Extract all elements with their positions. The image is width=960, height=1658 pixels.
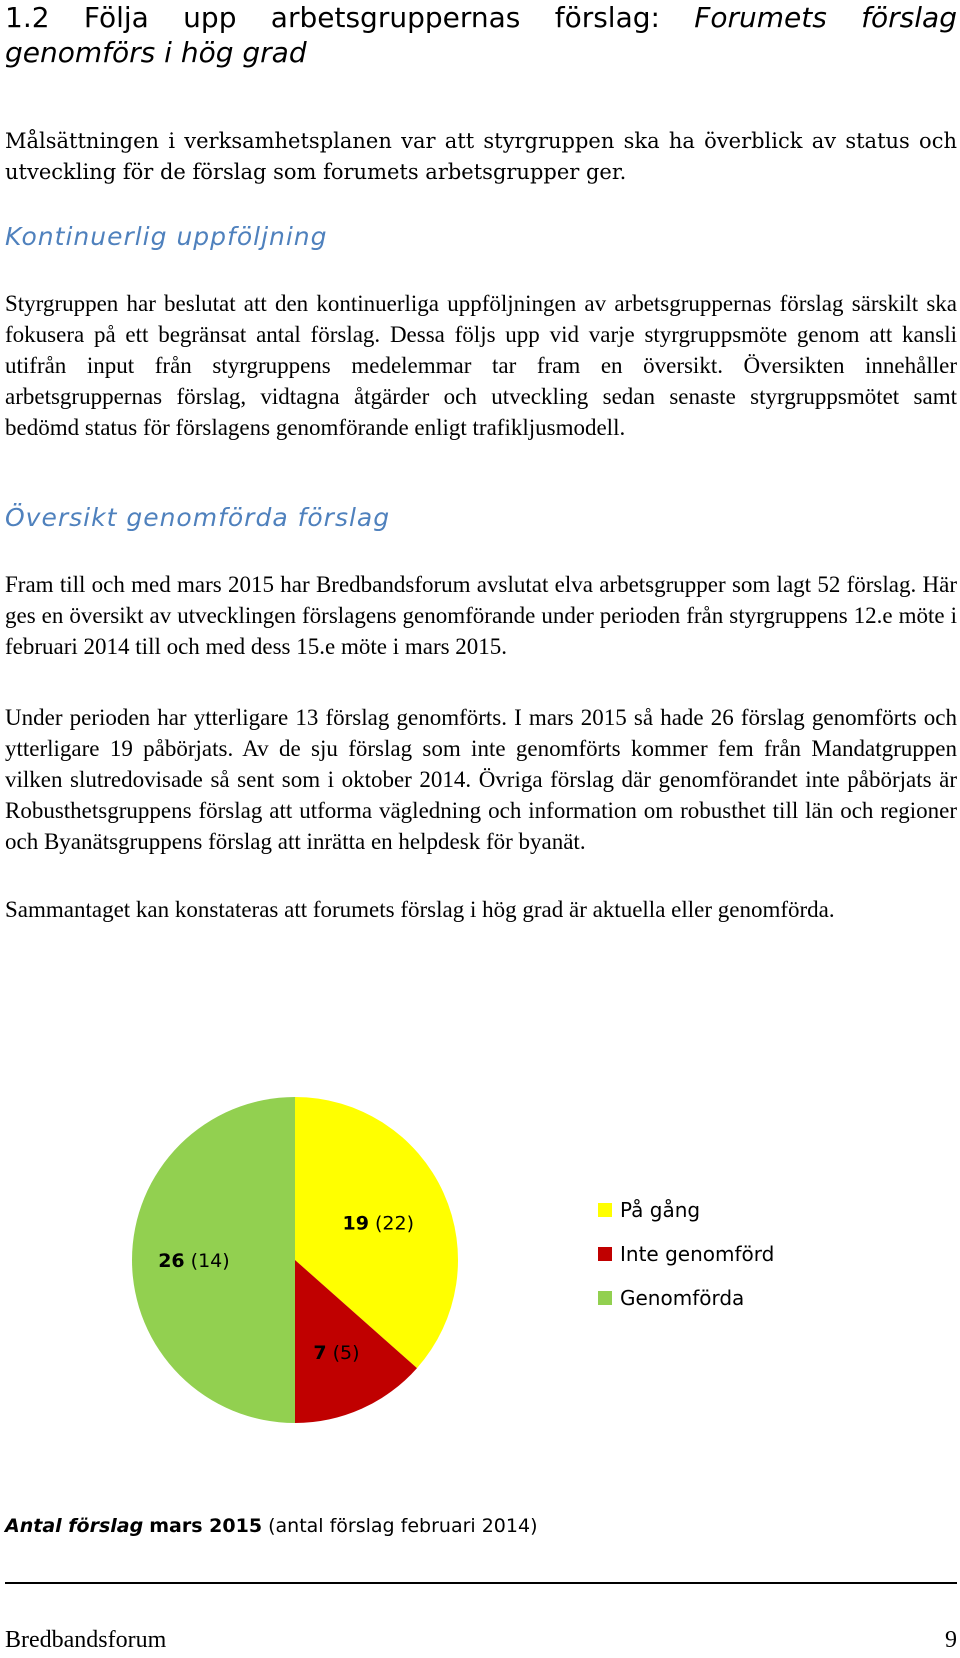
pie-chart — [5, 1080, 957, 1440]
legend-label: På gång — [620, 1198, 701, 1222]
pie-slice-label: 19 (22) — [342, 1212, 414, 1235]
intro-paragraph: Målsättningen i verksamhetsplanen var att styrgruppen ska ha överblick av status och utveckling för de förslag som forumets arbetsgrupper ger. — [5, 129, 957, 184]
legend-item — [598, 1188, 774, 1232]
heading-text: Följa upp arbetsgruppernas förslag: — [83, 1, 660, 34]
footer-rule — [5, 1582, 957, 1584]
legend-swatch — [598, 1203, 612, 1217]
paragraph-oversikt-3: Sammantaget kan konstateras att forumets förslag i hög grad är aktuella eller genomförda. — [5, 897, 835, 922]
subheading-kontinuerlig: Kontinuerlig uppföljning — [5, 222, 328, 251]
caption-bold: mars 2015 — [149, 1515, 263, 1537]
footer-page-number: 9 — [945, 1627, 957, 1653]
legend-item — [598, 1232, 774, 1276]
pie-slice-label: 7 (5) — [313, 1342, 360, 1365]
footer-organization: Bredbandsforum — [5, 1627, 167, 1653]
legend-label: Genomförda — [620, 1286, 745, 1310]
chart-caption — [5, 1515, 537, 1537]
paragraph-oversikt-1: Fram till och med mars 2015 har Bredbandsforum avslutat elva arbetsgrupper som lagt 52 förslag. Här ges en översikt av utvecklingen förslagens genomförande under perioden från styrgruppens 12.e möte i februari 2014 till och med dess 15.e möte i mars 2015. — [5, 572, 957, 659]
legend-label: Inte genomförd — [620, 1242, 775, 1266]
caption-normal: (antal förslag februari 2014) — [268, 1515, 538, 1537]
legend-swatch — [598, 1247, 612, 1261]
pie-slice-label: 26 (14) — [158, 1250, 230, 1272]
legend-swatch — [598, 1291, 612, 1305]
heading-number: 1.2 — [5, 1, 50, 34]
heading-italic-text: Forumets förslag genomförs i hög grad — [5, 1, 957, 69]
paragraph-kontinuerlig: Styrgruppen har beslutat att den kontinuerliga uppföljningen av arbetsgruppernas förslag särskilt ska fokusera på ett begränsat antal förslag. Dessa följs upp vid varje styrgruppsmöte genom att kansli utifrån input från styrgruppens medelemmar tar fram en översikt. Översikten innehåller arbetsgruppernas förslag, vidtagna åtgärder och utveckling sedan senaste styrgruppsmötet samt bedömd status för förslagens genomförande enligt trafikljusmodell. — [5, 291, 957, 440]
chart-legend — [598, 1188, 774, 1320]
pie-chart-svg — [5, 1080, 957, 1440]
caption-bold-italic: Antal förslag — [5, 1515, 144, 1537]
legend-item — [598, 1276, 774, 1320]
paragraph-oversikt-2: Under perioden har ytterligare 13 förslag genomförts. I mars 2015 så hade 26 förslag genomförts och ytterligare 19 påbörjats. Av de sju förslag som inte genomförts kommer fem från Mandatgruppen vilken slutredovisade så sent som i oktober 2014. Övriga förslag där genomförandet inte påbörjats är Robusthetsgruppens förslag att utforma vägledning och information om robusthet till län och regioner och Byanätsgruppens förslag att inrätta en helpdesk för byanät. — [5, 705, 957, 854]
subheading-oversikt: Översikt genomförda förslag — [5, 503, 391, 532]
section-heading — [5, 0, 957, 70]
